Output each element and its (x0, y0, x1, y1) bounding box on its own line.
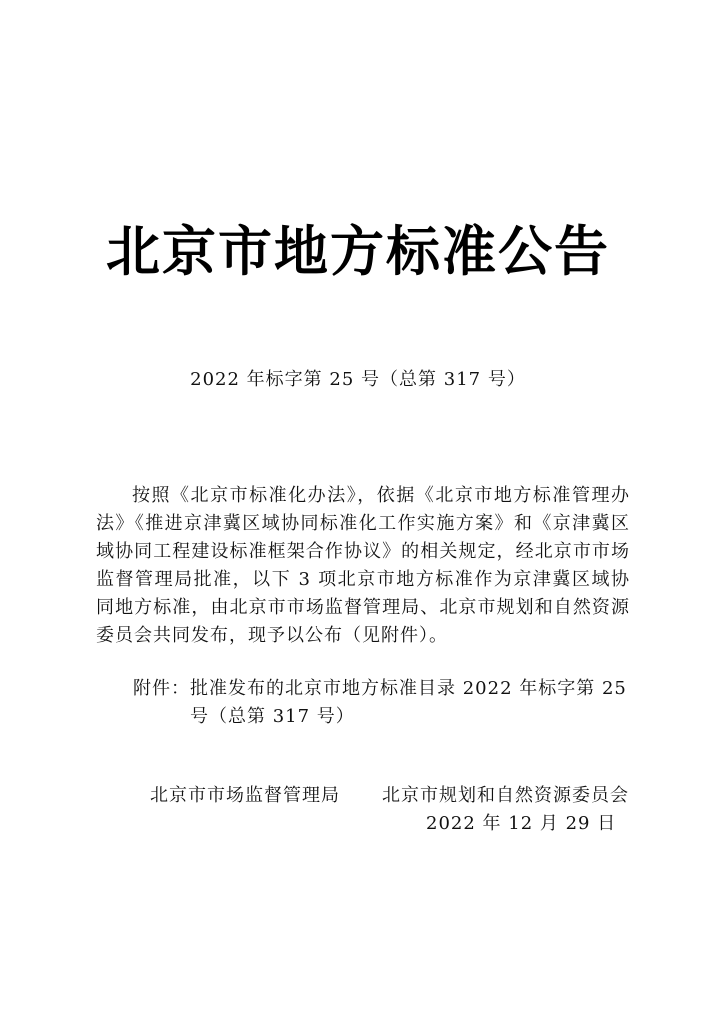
issue-date: 2022 年 12 月 29 日 (426, 813, 617, 834)
attachment-label: 附件： (133, 678, 190, 699)
document-number: 2022 年标字第 25 号（总第 317 号） (190, 369, 526, 390)
signatory-planning-resources: 北京市规划和自然资源委员会 (382, 785, 629, 806)
body-paragraph: 按照《北京市标准化办法》，依据《北京市地方标准管理办法》《推进京津冀区域协同标准化工作实施方案》和《京津冀区域协同工程建设标准框架合作协议》的相关规定，经北京市市场监督管理局批准，以下 3 项北京市地方标准作为京津冀区域协同地方标准，由北京市市场监督管理局、北京市规划和自然资源委员会共同发布，现予以公布（见附件）。 (96, 485, 630, 646)
attachment-text: 批准发布的北京市地方标准目录 2022 年标字第 25 号（总第 317 号） (190, 678, 627, 727)
document-title: 北京市地方标准公告 (106, 220, 610, 283)
attachment-note (133, 675, 630, 731)
signatory-market-regulation: 北京市市场监督管理局 (150, 785, 340, 806)
